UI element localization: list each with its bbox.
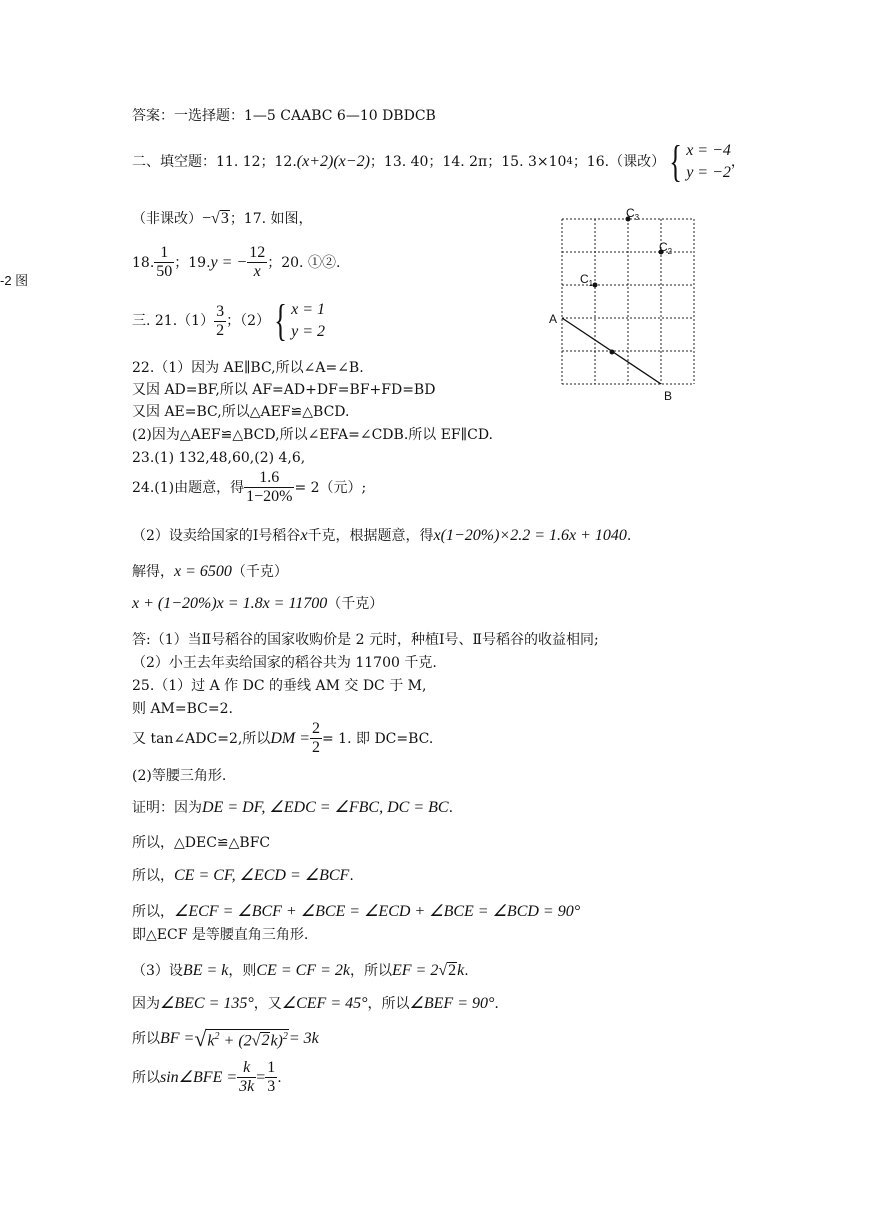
fill-blank-line: 二、填空题：11. 12；12. (x+2)(x−2) ；13. 40；14. 2π；15. 3×10 4 ；16.（课改） { x = −4 y = −2 ， [132,137,745,186]
label-c3: $C_3$ [626,206,640,222]
proof-line-3: 所以， CE = CF, ∠ECD = ∠BCF . [132,867,354,884]
answer-24-line-1: 24.(1)由题意，得 $\frac{1.6}{1-20\%}$ = 2（元）; [132,469,367,505]
answer-25-part3-line-4: 所以 sin∠BFE = $\frac{k}{3k}$ = $\frac{1}{3}$ . [132,1059,282,1095]
answer-22-line-3: 又因 AE=BC,所以△AEF≌△BCD. [132,404,350,420]
answer-25-part2: (2)等腰三角形. [132,768,227,784]
non-reform-line: （非课改） − √ 3 ；17. 如图， [132,209,313,227]
answer-24-line-3: 解得， x = 6500 （千克） [132,563,288,580]
label-c2: $C_2$ [659,240,673,256]
answer-21-line: 三. 21.（1） $\frac{3}{2}$ ；（2） { x = 1 y = 2 [132,296,326,345]
label-b: B [664,389,673,403]
answer-choice-line: 答案：一选择题：1—5 CAABC 6—10 DBDCB [132,108,436,124]
proof-line-1: 证明：因为 DE = DF, ∠EDC = ∠FBC, DC = BC . [132,799,454,816]
point-c1 [593,283,598,288]
answer-25-part3-line-3: 所以 BF = √ $k^2 + (2√2k)^2$ = 3k [132,1026,319,1051]
answer-24-line-4: x + (1−20%)x = 1.8x = 11700 （千克） [132,595,384,612]
side-label: -2 图 [0,273,29,288]
answer-22-line-4: (2)因为△AEF≌△BCD,所以∠EFA=∠CDB.所以 EF∥CD. [132,427,494,443]
proof-line-4: 所以， ∠ECF = ∠BCF + ∠BCE = ∠ECD + ∠BCE = ∠BCD = 90° [132,903,581,920]
answer-18-20-line: 18. $\frac{1}{50}$ ；19. y = − $\frac{12}{x}$ ；20. ①②. [132,244,341,280]
answer-25-part3-line-1: （3）设 BE = k ，则 CE = CF = 2k ，所以 EF = 2 √ 2 k . [132,961,469,979]
answer-24-conclusion-1: 答:（1）当Ⅱ号稻谷的国家收购价是 2 元时，种植Ⅰ号、Ⅱ号稻谷的收益相同; [132,632,599,648]
answer-22-line-1: 22.（1）因为 AE∥BC,所以∠A=∠B. [132,360,364,376]
answer-25-line-1: 25.（1）过 A 作 DC 的垂线 AM 交 DC 于 M, [132,678,427,694]
answer-24-line-2: （2）设卖给国家的Ⅰ号稻谷 x 千克，根据题意，得 x(1−20%)×2.2 = 1.6x + 1040 . [132,527,632,544]
proof-line-5: 即△ECF 是等腰直角三角形. [132,927,309,943]
label-c1: $C_1$ [580,272,594,288]
answer-25-line-2: 则 AM=BC=2. [132,701,233,717]
grid-figure [540,206,720,406]
answer-23-line: 23.(1) 132,48,60,(2) 4,6, [132,450,306,466]
proof-line-2: 所以，△DEC≌△BFC [132,835,271,851]
label-a: A [549,312,558,326]
answer-25-line-3: 又 tan∠ADC=2,所以 DM = $\frac{2}{2}$ = 1. 即 DC=BC. [132,720,434,756]
answer-22-line-2: 又因 AD=BF,所以 AF=AD+DF=BF+FD=BD [132,382,436,398]
answer-25-part3-line-2: 因为 ∠BEC = 135° ，又 ∠CEF = 45° ，所以 ∠BEF = 90° . [132,995,499,1012]
answer-24-conclusion-2: （2）小王去年卖给国家的稻谷共为 11700 千克. [132,655,437,671]
point-mid [610,350,615,355]
